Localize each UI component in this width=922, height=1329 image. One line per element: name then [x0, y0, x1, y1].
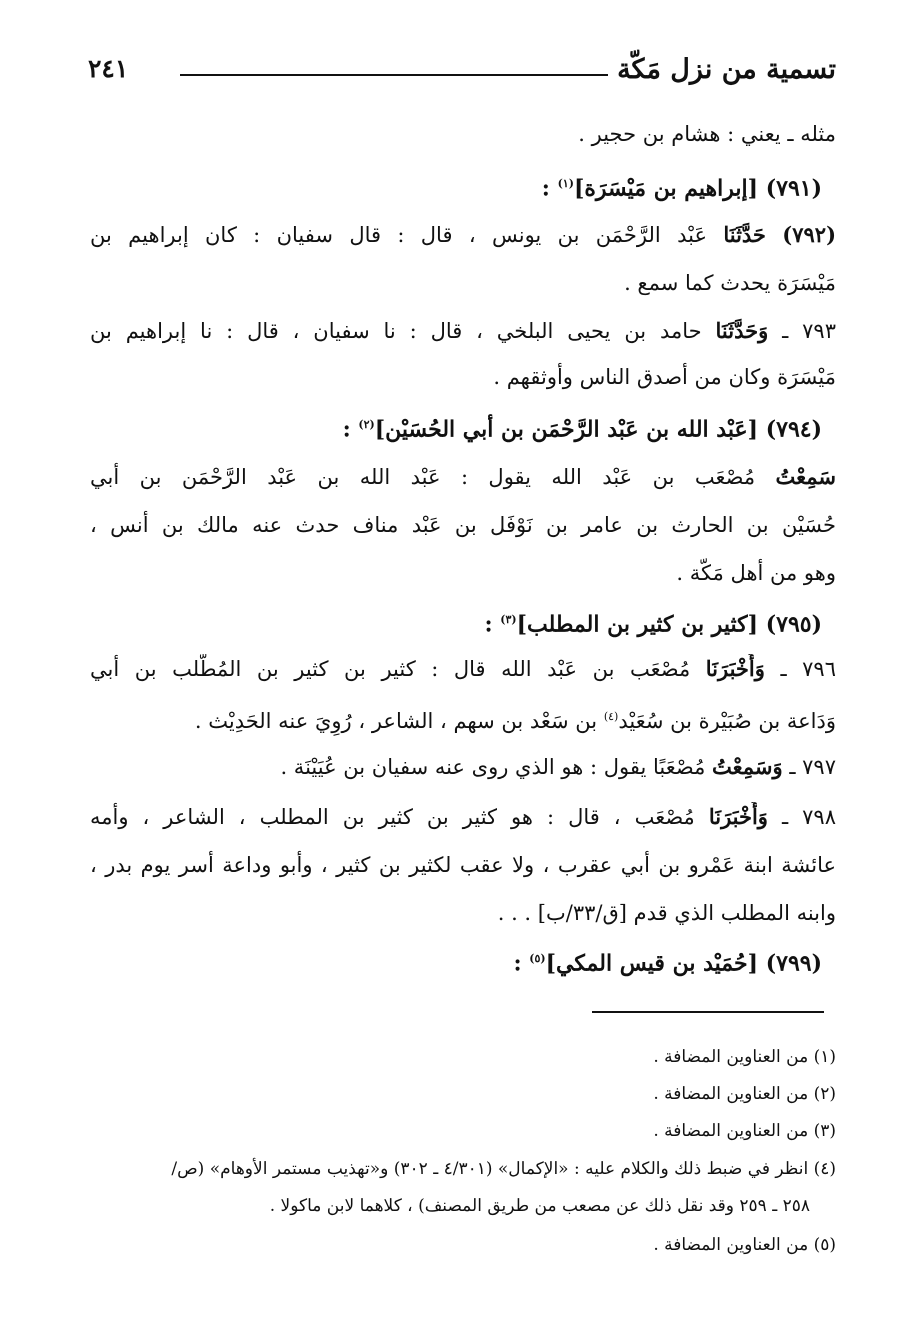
punctuation: :: [513, 950, 530, 977]
entry-number: ٧٩٦ ـ: [780, 657, 836, 681]
text-line: [90, 268, 836, 298]
entry-heading-795: [122, 605, 822, 639]
entry-number: (٧٩٥): [765, 611, 822, 638]
footnote: (٣) من العناوين المضافة .: [653, 1121, 836, 1141]
text-line: [90, 316, 836, 346]
footnote: (٤) انظر في ضبط ذلك والكلام عليه : «الإكمال» (٤/٣٠١ ـ ٣٠٢) و«تهذيب مستمر الأوهام» (ص/: [171, 1159, 836, 1179]
entry-title: [عَبْد الله بن عَبْد الرَّحْمَن بن أبي الحُسَيْن]: [374, 416, 759, 443]
line-text: حُسَيْن بن الحارث بن عامر بن نَوْفَل بن عَبْد مناف حدث عنه مالك بن أنس ،: [90, 513, 836, 537]
footnote-ref: (١): [557, 177, 574, 190]
entry-number: ٧٩٧ ـ: [789, 755, 836, 779]
entry-heading-791: [122, 169, 822, 203]
footnote-ref: (٥): [529, 952, 546, 965]
entry-heading-799: [122, 944, 822, 978]
transmission-word: حَدَّثَنَا: [723, 222, 766, 247]
line-text: مثله ـ يعني : هشام بن حجير .: [578, 122, 836, 146]
text-line: [90, 362, 836, 392]
line-text: مُصْعَب ، قال : هو كثير بن كثير بن المطلب ، الشاعر ، وأمه: [90, 805, 709, 829]
footnote: (١) من العناوين المضافة .: [653, 1047, 836, 1067]
footnote: (٥) من العناوين المضافة .: [653, 1235, 836, 1255]
line-text: مُصْعَب بن عَبْد الله يقول : عَبْد الله بن عَبْد الرَّحْمَن بن أبي: [90, 465, 776, 489]
transmission-word: سَمِعْتُ: [775, 464, 836, 489]
entry-title: [إبراهيم بن مَيْسَرَة]: [573, 175, 759, 202]
line-text: عَبْد الرَّحْمَن بن يونس ، قال : قال سفيان : كان إبراهيم بن: [90, 223, 724, 247]
footnote-continuation: ٢٥٨ ـ ٢٥٩ وقد نقل ذلك عن مصعب من طريق المصنف) ، كلاهما لابن ماكولا .: [269, 1196, 810, 1216]
transmission-word: وَأَخْبَرَنَا: [708, 804, 768, 829]
running-title: تسمية من نزل مَكّة: [617, 54, 836, 85]
footnote-ref: (٢): [358, 418, 375, 431]
text-line: [90, 752, 836, 782]
line-text: مَيْسَرَة يحدث كما سمع .: [624, 271, 836, 295]
entry-number: ٧٩٣ ـ: [782, 319, 836, 343]
line-text: وهو من أهل مَكّة .: [676, 561, 836, 585]
text-line: [90, 462, 836, 492]
footnote-ref: (٣): [500, 613, 517, 626]
footnote-ref: (٤): [603, 710, 619, 723]
entry-number: ٧٩٨ ـ: [781, 805, 836, 829]
text-line: [90, 510, 836, 540]
text-line: [90, 558, 836, 588]
text-line: [90, 702, 836, 736]
page-header: [88, 50, 836, 94]
line-text: مُصْعَب بن عَبْد الله قال : كثير بن كثير بن المُطَّلب بن أبي: [90, 657, 706, 681]
text-line: [90, 898, 836, 928]
entry-number: (٧٩٤): [765, 416, 822, 443]
line-text: وابنه المطلب الذي قدم [ق/٣٣/ب] . . .: [497, 901, 836, 925]
line-text: مَيْسَرَة وكان من أصدق الناس وأوثقهم .: [493, 365, 836, 389]
text-line: [90, 119, 836, 149]
transmission-word: وَأَخْبَرَنَا: [705, 656, 765, 681]
punctuation: :: [342, 416, 359, 443]
line-text: وَدَاعة بن صُبَيْرة بن سُعَيْد: [618, 709, 836, 733]
punctuation: :: [484, 611, 501, 638]
entry-number: (٧٩٢): [782, 222, 836, 247]
footnote: (٢) من العناوين المضافة .: [653, 1084, 836, 1104]
text-line: [90, 850, 836, 880]
text-line: [90, 802, 836, 832]
page-number: ٢٤١: [88, 54, 129, 83]
transmission-word: وَحَدَّثَنَا: [715, 318, 769, 343]
line-text: مُصْعَبًا يقول : هو الذي روى عنه سفيان بن عُيَيْنَة .: [280, 755, 712, 779]
entry-heading-794: [122, 410, 822, 444]
line-text: بن سَعْد بن سهم ، الشاعر ، رُوِيَ عنه الحَدِيْث .: [194, 709, 604, 733]
text-line: [90, 654, 836, 684]
entry-number: (٧٩١): [765, 175, 822, 202]
transmission-word: وَسَمِعْتُ: [712, 754, 783, 779]
entry-number: (٧٩٩): [765, 950, 822, 977]
line-text: عائشة ابنة عَمْرو بن أبي عقرب ، ولا عقب لكثير بن كثير ، وأبو وداعة أسر يوم بدر ،: [90, 853, 836, 877]
entry-title: [حُمَيْد بن قيس المكي]: [545, 950, 759, 977]
entry-title: [كثير بن كثير بن المطلب]: [516, 611, 759, 638]
punctuation: :: [541, 175, 558, 202]
text-line: [90, 220, 836, 250]
header-rule: [180, 74, 608, 76]
footnote-divider: [592, 1011, 824, 1013]
line-text: حامد بن يحيى البلخي ، قال : نا سفيان ، قال : نا إبراهيم بن: [90, 319, 716, 343]
